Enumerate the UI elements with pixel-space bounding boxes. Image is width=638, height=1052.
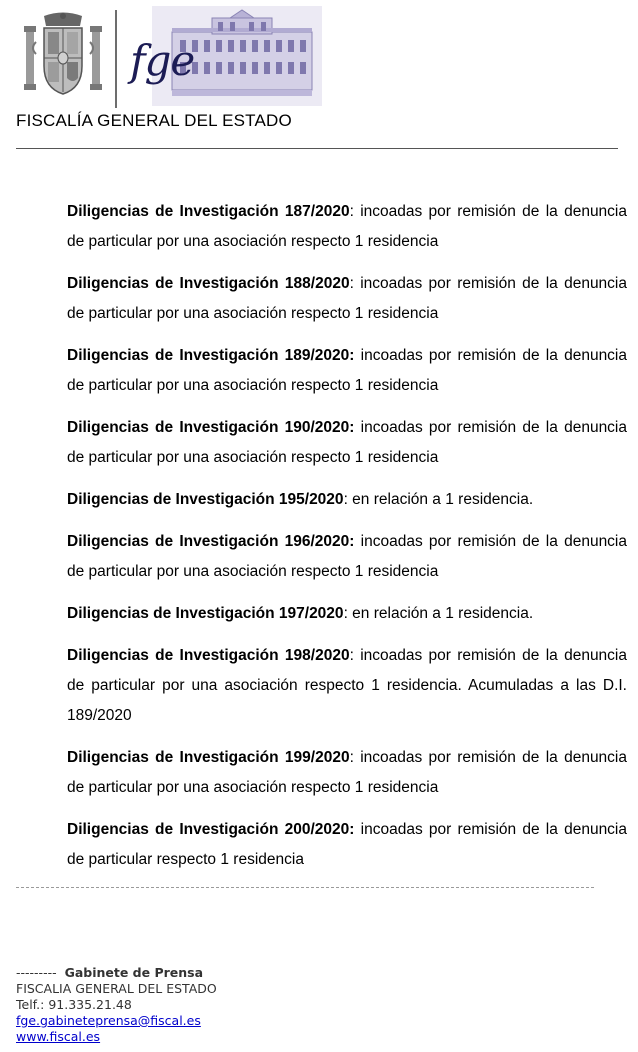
- entry-description: incoadas por remisión de la denuncia de particular por una asociación respecto 1 residencia: [67, 533, 627, 580]
- entry-description: incoadas por remisión de la denuncia de particular por una asociación respecto 1 residencia: [67, 419, 627, 466]
- section-divider: [16, 887, 594, 888]
- investigations-list: [67, 197, 627, 887]
- entry-description: : incoadas por remisión de la denuncia de particular por una asociación respecto 1 residencia: [67, 203, 627, 250]
- website-link[interactable]: www.fiscal.es: [16, 1029, 101, 1044]
- organization-title: FISCALÍA GENERAL DEL ESTADO: [16, 111, 292, 130]
- entry-description: : incoadas por remisión de la denuncia de particular por una asociación respecto 1 residencia. Acumuladas a las D.I. 189/2020: [67, 647, 627, 724]
- entry-description: : en relación a 1 residencia.: [343, 605, 534, 622]
- entry-reference: Diligencias de Investigación 195/2020: [67, 491, 344, 508]
- entry-reference: Diligencias de Investigación 199/2020: [67, 749, 350, 766]
- list-item: [67, 341, 627, 401]
- list-item: [67, 269, 627, 329]
- header-rule: [16, 148, 618, 149]
- list-item: [67, 413, 627, 473]
- coat-of-arms-icon: [22, 12, 104, 98]
- press-footer: [16, 965, 217, 1045]
- entry-reference: Diligencias de Investigación 197/2020: [67, 605, 344, 622]
- entry-reference: Diligencias de Investigación 189/2020:: [67, 347, 355, 364]
- letterhead: [0, 0, 638, 160]
- footer-dashes: ---------: [16, 965, 57, 980]
- entry-reference: Diligencias de Investigación 187/2020: [67, 203, 350, 220]
- entry-description: : incoadas por remisión de la denuncia de particular por una asociación respecto 1 residencia: [67, 749, 627, 796]
- entry-description: : incoadas por remisión de la denuncia de particular por una asociación respecto 1 residencia: [67, 275, 627, 322]
- list-item: [67, 197, 627, 257]
- footer-phone: Telf.: 91.335.21.48: [16, 997, 132, 1012]
- press-office-label: Gabinete de Prensa: [64, 965, 204, 980]
- fge-logo: fge: [130, 36, 195, 85]
- list-item: [67, 743, 627, 803]
- entry-reference: Diligencias de Investigación 198/2020: [67, 647, 350, 664]
- list-item: [67, 599, 627, 629]
- entry-description: incoadas por remisión de la denuncia de particular respecto 1 residencia: [67, 821, 627, 868]
- entry-reference: Diligencias de Investigación 200/2020:: [67, 821, 355, 838]
- list-item: [67, 485, 627, 515]
- press-office-line: [16, 965, 217, 981]
- footer-organization: FISCALIA GENERAL DEL ESTADO: [16, 981, 217, 996]
- header-divider: [115, 10, 117, 108]
- entry-reference: Diligencias de Investigación 188/2020: [67, 275, 350, 292]
- list-item: [67, 527, 627, 587]
- entry-reference: Diligencias de Investigación 190/2020:: [67, 419, 355, 436]
- entry-description: incoadas por remisión de la denuncia de particular por una asociación respecto 1 residencia: [67, 347, 627, 394]
- list-item: [67, 641, 627, 731]
- entry-reference: Diligencias de Investigación 196/2020:: [67, 533, 355, 550]
- entry-description: : en relación a 1 residencia.: [343, 491, 534, 508]
- list-item: [67, 815, 627, 875]
- email-link[interactable]: fge.gabineteprensa@fiscal.es: [16, 1013, 201, 1028]
